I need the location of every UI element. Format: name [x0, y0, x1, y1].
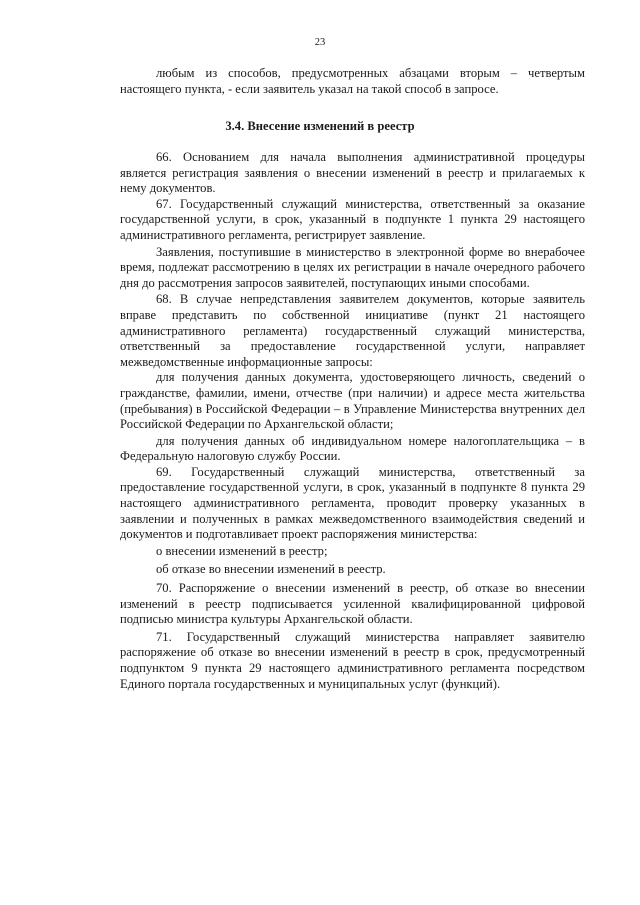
paragraph-67-electronic: Заявления, поступившие в министерство в электронной форме во внерабочее время, подлежат рассмотрению в целях их регистрации в начале очередного рабочего дня до рассмотрения запросов заявителей, поступающих иными способами. — [120, 244, 585, 290]
paragraph-69-option-1: о внесении изменений в реестр; — [156, 543, 328, 558]
paragraph-66: 66. Основанием для начала выполнения административной процедуры является регистрация заявления о внесении изменений в реестр и прилагаемых к нему документов. — [120, 150, 585, 196]
paragraph-68-fns: для получения данных об индивидуальном номере налогоплательщика – в Федеральную налоговую службу России. — [120, 433, 585, 464]
paragraph-67: 67. Государственный служащий министерства, ответственный за оказание государственной услуги, в срок, указанный в подпункте 1 пункта 29 настоящего административного регламента, регистрирует заявление. — [120, 196, 585, 242]
paragraph-71: 71. Государственный служащий министерства направляет заявителю распоряжение об отказе во внесении изменений в реестр в срок, предусмотренный подпунктом 9 пункта 29 настоящего административного регламента посредством Единого портала государственных и муниципальных услуг (функций). — [120, 629, 585, 691]
body-text — [120, 150, 585, 692]
paragraph-70: 70. Распоряжение о внесении изменений в реестр, об отказе во внесении изменений в реестр подписывается усиленной квалифицированной цифровой подписью министра культуры Архангельской области. — [120, 581, 585, 627]
paragraph-68: 68. В случае непредставления заявителем документов, которые заявитель вправе представить по собственной инициативе (пункт 21 настоящего административного регламента) государственный служащий министерства, ответственный за предоставление государственной услуги, направляет межведомственные информационные запросы: — [120, 292, 585, 369]
intro-paragraph — [120, 66, 585, 97]
section-title: 3.4. Внесение изменений в реестр — [225, 119, 415, 133]
paragraph-68-mvd: для получения данных документа, удостоверяющего личность, сведений о гражданстве, фамилии, имени, отчестве (при наличии) и адресе места жительства (пребывания) в Российской Федерации – в Управление Министерства внутренних дел Российской Федерации по Архангельской области; — [120, 370, 585, 432]
paragraph-intro: любым из способов, предусмотренных абзацами вторым – четвертым настоящего пункта, - если заявитель указал на такой способ в запросе. — [120, 66, 585, 96]
paragraph-69-option-2: об отказе во внесении изменений в реестр. — [156, 562, 386, 577]
paragraph-69: 69. Государственный служащий министерства, ответственный за предоставление государственной услуги, в срок, указанный в подпункте 8 пункта 29 настоящего административного регламента, проводит проверку указанных в заявлении и полученных в рамках межведомственного взаимодействия сведений и документов и подготавливает проект распоряжения министерства: — [120, 464, 585, 542]
page-number: 23 — [314, 37, 326, 48]
